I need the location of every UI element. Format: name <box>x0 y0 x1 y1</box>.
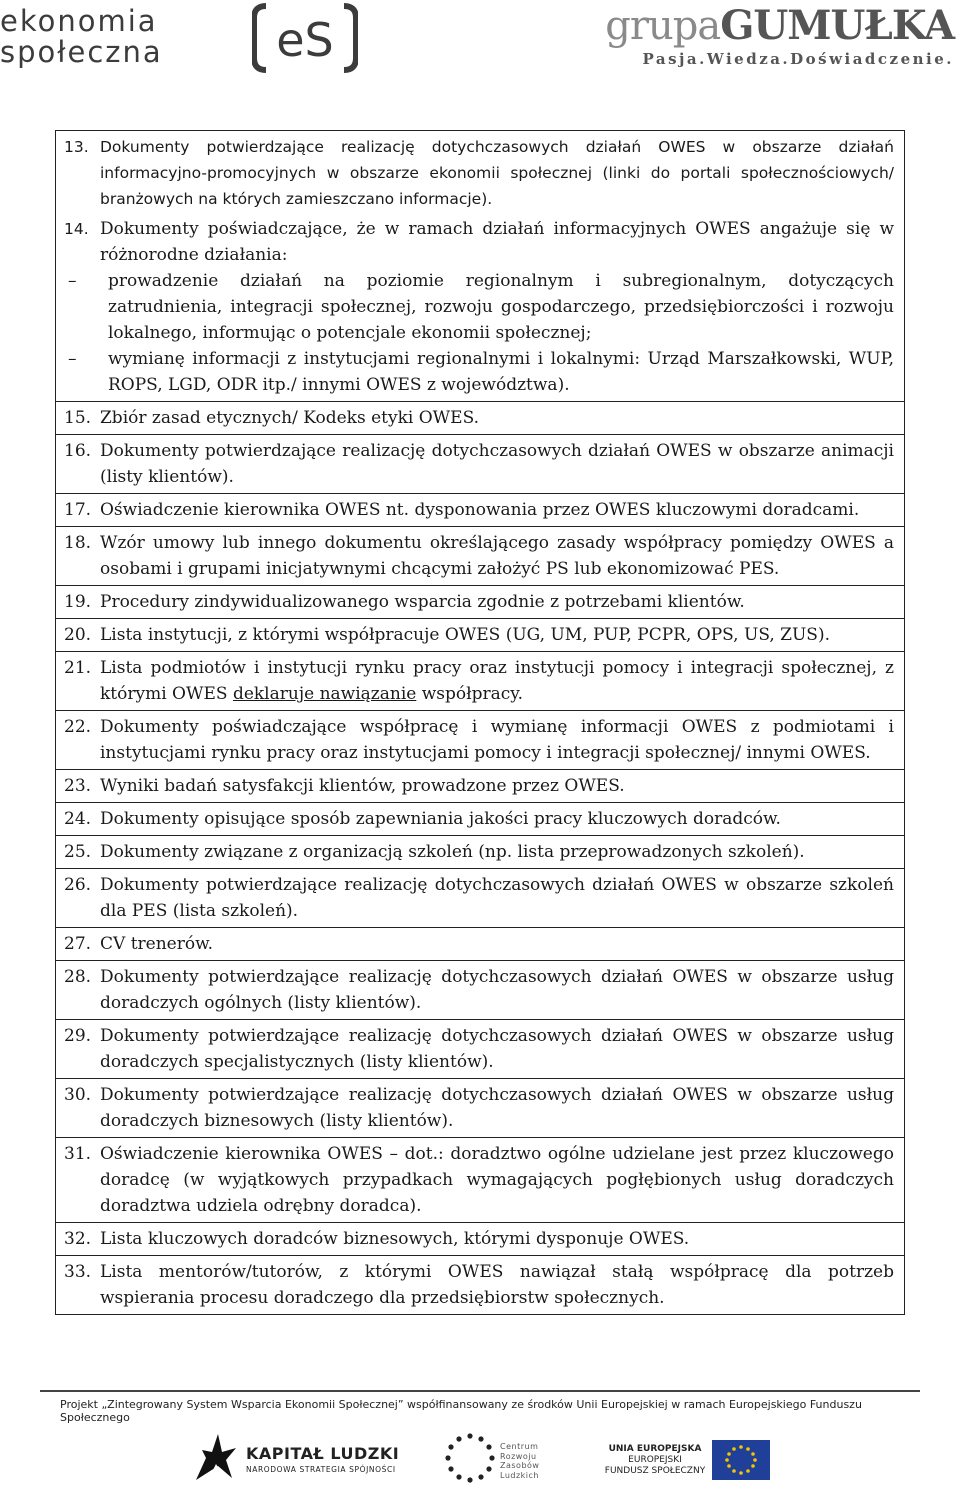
table-row <box>56 928 905 961</box>
document-list-table <box>55 130 905 1315</box>
list-item <box>64 806 894 832</box>
list-item <box>64 216 894 268</box>
list-item <box>64 405 894 431</box>
item-text <box>100 655 894 707</box>
table-row <box>56 131 905 402</box>
item-number: 16. <box>64 441 92 461</box>
crzl-logo <box>500 1442 539 1480</box>
item-text: Wzór umowy lub innego dokumentu określającego zasady współpracy pomiędzy OWES a osobami i grupami inicjatywnymi chcącymi założyć PS lub ekonomizować PES. <box>100 533 894 579</box>
item-number: 19. <box>64 592 92 612</box>
item-number: 23. <box>64 776 92 796</box>
es-logo-line2: społeczna <box>0 35 163 69</box>
list-item <box>64 773 894 799</box>
crzl-stars-icon <box>444 1432 496 1484</box>
list-item <box>64 839 894 865</box>
item-text: Dokumenty potwierdzające realizację dotychczasowych działań OWES w obszarze szkoleń dla PES (lista szkoleń). <box>100 875 894 921</box>
item-text: Lista mentorów/tutorów, z którymi OWES nawiązał stałą współpracę dla potrzeb wspierania procesu doradczego dla przedsiębiorstw społecznych. <box>100 1262 894 1308</box>
gg-logo-bold: GUMUŁKA <box>720 2 954 49</box>
item-text: Dokumenty potwierdzające realizację dotychczasowych działań OWES w obszarze usług doradczych specjalistycznych (listy klientów). <box>100 1026 894 1072</box>
list-item <box>64 964 894 1016</box>
item-number: 21. <box>64 658 92 678</box>
list-item <box>64 530 894 582</box>
table-row <box>56 1138 905 1223</box>
kapital-ludzki-logo <box>246 1444 399 1474</box>
ue-line1: UNIA EUROPEJSKA <box>608 1444 702 1454</box>
table-row <box>56 869 905 928</box>
list-item <box>64 931 894 957</box>
ue-line2: EUROPEJSKI <box>628 1455 682 1465</box>
list-item <box>64 1082 894 1134</box>
item-text: Oświadczenie kierownika OWES – dot.: doradztwo ogólne udzielane jest przez kluczowego doradcę (w wyjątkowych przypadkach wymagających pogłębionych usług doradczych doradztwa udziela odrębny doradca). <box>100 1144 894 1216</box>
item-number: 32. <box>64 1229 92 1249</box>
item-text: Dokumenty związane z organizacją szkoleń (np. lista przeprowadzonych szkoleń). <box>100 842 805 862</box>
table-row <box>56 586 905 619</box>
list-item <box>64 1226 894 1252</box>
item-number: 28. <box>64 967 92 987</box>
item-number: 27. <box>64 934 92 954</box>
footer-divider <box>40 1390 920 1392</box>
table-row <box>56 1020 905 1079</box>
table-row <box>56 803 905 836</box>
list-item <box>64 872 894 924</box>
ue-efs-logo <box>600 1444 710 1477</box>
grupa-gumulka-logo <box>605 4 954 68</box>
list-item <box>64 655 894 707</box>
list-item <box>64 622 894 648</box>
gg-logo-light: grupa <box>605 3 721 49</box>
list-item <box>64 1259 894 1311</box>
item-text: Dokumenty potwierdzające realizację dotychczasowych działań OWES w obszarze usług doradczych biznesowych (listy klientów). <box>100 1085 894 1131</box>
list-item <box>64 714 894 766</box>
item-text: Dokumenty opisujące sposób zapewniania jakości pracy kluczowych doradców. <box>100 809 781 829</box>
es-mark-text: eS <box>276 13 334 67</box>
item-text: Dokumenty potwierdzające realizację dotychczasowych działań OWES w obszarze działań informacyjno-promocyjnych w obszarze ekonomii społecznej (linki do portali społecznościowych/ branżowych na których zamieszczano informacje). <box>100 138 894 208</box>
item-text: Lista kluczowych doradców biznesowych, którymi dysponuje OWES. <box>100 1229 690 1249</box>
table-row <box>56 711 905 770</box>
table-row <box>56 1079 905 1138</box>
item-text: Procedury zindywidualizowanego wsparcia zgodnie z potrzebami klientów. <box>100 592 745 612</box>
item-number: 26. <box>64 875 92 895</box>
bullet-text: wymianę informacji z instytucjami regionalnymi i lokalnymi: Urząd Marszałkowski, WUP, ROPS, LGD, ODR itp./ innymi OWES z województwa). <box>108 349 894 395</box>
bullet-dash: – <box>68 349 77 369</box>
ekonomia-spoleczna-logo <box>0 6 163 68</box>
footer-project-text: Projekt „Zintegrowany System Wsparcia Ekonomii Społecznej” współfinansowany ze środków Unii Europejskiej w ramach Europejskiego Funduszu Społecznego <box>60 1398 862 1424</box>
crzl-line1: Centrum <box>500 1442 539 1451</box>
item-text: Zbiór zasad etycznych/ Kodeks etyki OWES. <box>100 408 480 428</box>
es-logo-line1: ekonomia <box>0 4 158 38</box>
item-text: Dokumenty potwierdzające realizację dotychczasowych działań OWES w obszarze animacji (listy klientów). <box>100 441 894 487</box>
item-text: Oświadczenie kierownika OWES nt. dysponowania przez OWES kluczowymi doradcami. <box>100 500 860 520</box>
table-row <box>56 527 905 586</box>
item-text-underlined: deklaruje nawiązanie <box>232 684 417 704</box>
item-number: 14. <box>64 220 89 238</box>
item-text: CV trenerów. <box>100 934 214 954</box>
table-row <box>56 619 905 652</box>
kl-subtitle: NARODOWA STRATEGIA SPÓJNOŚCI <box>246 1465 396 1474</box>
table-row <box>56 652 905 711</box>
item-number: 24. <box>64 809 92 829</box>
table-row <box>56 770 905 803</box>
item-number: 20. <box>64 625 92 645</box>
item-text-after: współpracy. <box>416 684 524 704</box>
table-row <box>56 961 905 1020</box>
bullet-item <box>64 268 894 346</box>
item-text: Dokumenty poświadczające, że w ramach działań informacyjnych OWES angażuje się w różnorodne działania: <box>100 219 894 265</box>
eu-flag-icon <box>712 1440 770 1480</box>
item-number: 17. <box>64 500 92 520</box>
bullet-dash: – <box>68 271 77 291</box>
item-number: 33. <box>64 1262 92 1282</box>
item-text: Dokumenty poświadczające współpracę i wymianę informacji OWES z podmiotami i instytucjami rynku pracy oraz instytucjami pomocy i integracji społecznej/ innymi OWES. <box>100 717 894 763</box>
page-header <box>0 0 960 100</box>
table-row <box>56 1223 905 1256</box>
item-number: 30. <box>64 1085 92 1105</box>
item-number: 25. <box>64 842 92 862</box>
item-number: 31. <box>64 1144 92 1164</box>
list-item <box>64 1141 894 1219</box>
table-row <box>56 494 905 527</box>
crzl-line3: Zasobów <box>500 1461 540 1470</box>
ue-line3: FUNDUSZ SPOŁECZNY <box>604 1466 706 1476</box>
item-number: 15. <box>64 408 92 428</box>
item-number: 29. <box>64 1026 92 1046</box>
kapital-ludzki-icon <box>192 1428 242 1484</box>
table-row <box>56 402 905 435</box>
bullet-item <box>64 346 894 398</box>
item-number: 18. <box>64 533 92 553</box>
table-row <box>56 836 905 869</box>
table-row <box>56 435 905 494</box>
crzl-line2: Rozwoju <box>500 1451 537 1461</box>
item-text: Dokumenty potwierdzające realizację dotychczasowych działań OWES w obszarze usług doradczych ogólnych (listy klientów). <box>100 967 894 1013</box>
list-item <box>64 497 894 523</box>
list-item <box>64 438 894 490</box>
crzl-line4: Ludzkich <box>500 1470 539 1480</box>
item-text-before: Lista podmiotów i instytucji rynku pracy oraz instytucji pomocy i integracji społecznej, z którymi OWES <box>100 658 894 704</box>
item-text: Wyniki badań satysfakcji klientów, prowadzone przez OWES. <box>100 776 625 796</box>
table-row <box>56 1256 905 1315</box>
list-item <box>64 1023 894 1075</box>
bullet-text: prowadzenie działań na poziomie regionalnym i subregionalnym, dotyczących zatrudnienia, integracji społecznej, rozwoju gospodarczego, przedsiębiorczości i rozwoju lokalnego, informując o potencjale ekonomii społecznej; <box>108 271 894 343</box>
kl-title: KAPITAŁ LUDZKI <box>246 1444 400 1463</box>
list-item <box>64 134 894 212</box>
item-number: 13. <box>64 138 89 156</box>
item-number: 22. <box>64 717 92 737</box>
gg-tagline: Pasja.Wiedza.Doświadczenie. <box>642 50 954 68</box>
es-mark-icon <box>252 2 358 74</box>
list-item <box>64 589 894 615</box>
item-text: Lista instytucji, z którymi współpracuje OWES (UG, UM, PUP, PCPR, OPS, US, ZUS). <box>100 625 830 645</box>
